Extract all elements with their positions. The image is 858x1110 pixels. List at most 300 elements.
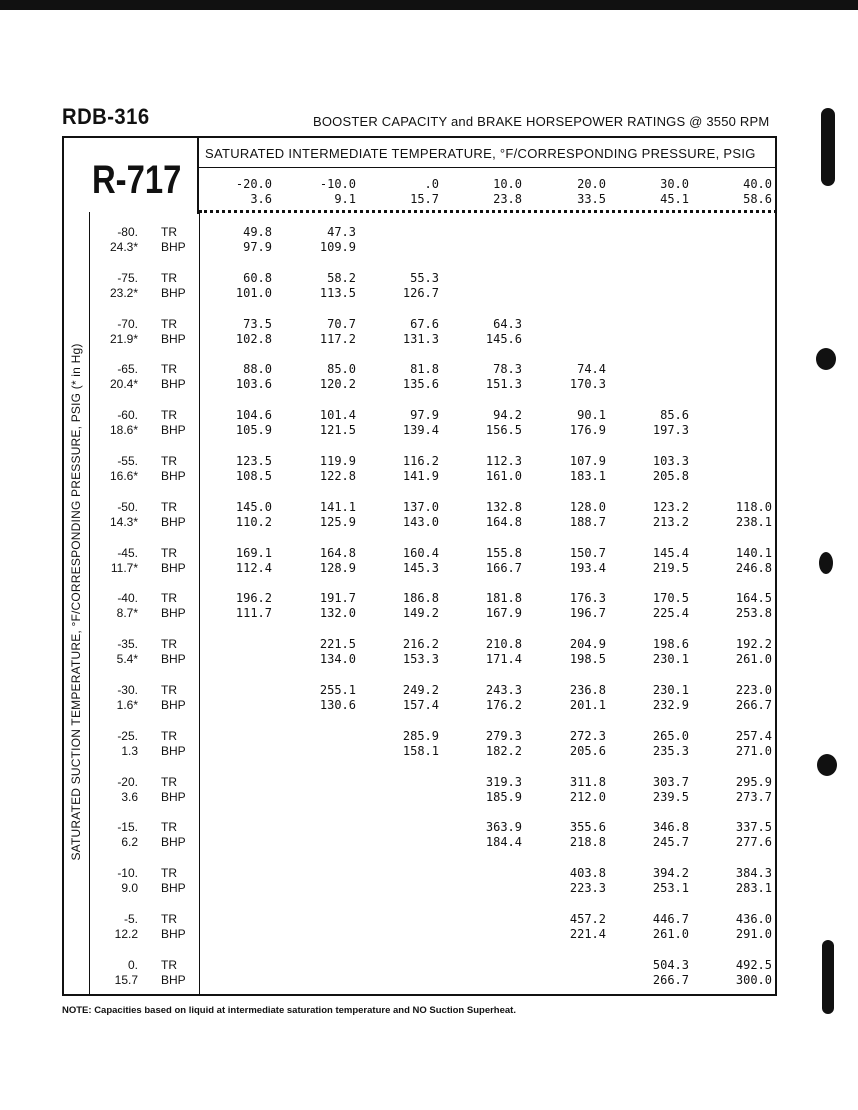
table-cell [296,637,356,667]
table-cell [212,408,272,438]
tr-value: 176.3 [569,591,606,605]
bhp-value: 105.9 [235,423,272,437]
table-cell [296,454,356,484]
bhp-value: 102.8 [235,332,272,346]
value-type-labels [161,912,186,942]
tr-value: 196.2 [235,591,272,605]
value-type-labels [161,866,186,896]
bhp-value: 261.0 [735,652,772,666]
suction-pressure: 23.2* [109,286,138,300]
table-cell [462,591,522,621]
column-header [379,177,439,207]
table-cell [546,546,606,576]
tr-value: 85.0 [327,362,356,376]
bhp-value: 111.7 [235,606,272,620]
table-cell [212,500,272,530]
tr-value: 140.1 [735,546,772,560]
tr-label: TR [161,958,177,972]
table-cell [712,637,772,667]
table-row [0,637,858,669]
value-type-labels [161,729,186,759]
bhp-value: 112.4 [235,561,272,575]
bhp-label: BHP [161,927,186,941]
suction-pressure: 16.6* [109,469,138,483]
footnote: NOTE: Capacities based on liquid at intermediate saturation temperature and NO Suction Superheat. [62,1005,516,1016]
bhp-value: 246.8 [735,561,772,575]
table-cell [296,500,356,530]
suction-pressure: 15.7 [114,973,138,987]
table-cell [462,820,522,850]
table-cell [712,912,772,942]
bhp-label: BHP [161,790,186,804]
table-cell [629,637,689,667]
column-pressure: 58.6 [743,192,772,206]
table-row [0,866,858,898]
suction-temp: -15. [117,820,138,834]
bhp-value: 245.7 [652,835,689,849]
table-cell [212,591,272,621]
suction-pressure: 12.2 [114,927,138,941]
tr-label: TR [161,454,177,468]
tr-value: 145.0 [235,500,272,514]
value-type-labels [161,958,186,988]
tr-value: 145.4 [652,546,689,560]
bhp-label: BHP [161,561,186,575]
bhp-value: 283.1 [735,881,772,895]
column-header [712,177,772,207]
bhp-value: 125.9 [319,515,356,529]
column-header [296,177,356,207]
suction-temp: -50. [117,500,138,514]
table-cell [296,408,356,438]
bhp-value: 171.4 [485,652,522,666]
tr-value: 457.2 [569,912,606,926]
table-cell [546,912,606,942]
tr-value: 49.8 [243,225,272,239]
bhp-value: 176.2 [485,698,522,712]
tr-value: 198.6 [652,637,689,651]
bhp-value: 161.0 [485,469,522,483]
table-cell [212,317,272,347]
tr-value: 384.3 [735,866,772,880]
table-cell [546,729,606,759]
suction-temp: -25. [117,729,138,743]
bhp-value: 212.0 [569,790,606,804]
suction-temp: -5. [123,912,138,926]
bhp-label: BHP [161,332,186,346]
bhp-label: BHP [161,835,186,849]
table-row [0,408,858,440]
table-cell [546,820,606,850]
bhp-value: 108.5 [235,469,272,483]
value-type-labels [161,637,186,667]
tr-value: 223.0 [735,683,772,697]
suction-temp: -45. [117,546,138,560]
table-cell [546,454,606,484]
bhp-label: BHP [161,240,186,254]
bhp-value: 130.6 [319,698,356,712]
table-cell [712,775,772,805]
table-cell [296,546,356,576]
bhp-value: 109.9 [319,240,356,254]
table-cell [462,775,522,805]
tr-value: 243.3 [485,683,522,697]
tr-value: 255.1 [319,683,356,697]
table-row [0,317,858,349]
bhp-value: 266.7 [735,698,772,712]
tr-value: 112.3 [485,454,522,468]
suction-temp: -40. [117,591,138,605]
binder-hole-upper [816,348,836,370]
bhp-label: BHP [161,286,186,300]
tr-value: 85.6 [660,408,689,422]
table-row [0,454,858,486]
value-type-labels [161,454,186,484]
suction-condition [96,454,138,484]
suction-condition [96,317,138,347]
table-cell [629,500,689,530]
bhp-label: BHP [161,469,186,483]
bhp-label: BHP [161,698,186,712]
tr-value: 337.5 [735,820,772,834]
table-cell [629,912,689,942]
bhp-value: 110.2 [235,515,272,529]
bhp-label: BHP [161,881,186,895]
table-cell [379,729,439,759]
bhp-value: 218.8 [569,835,606,849]
bhp-value: 157.4 [402,698,439,712]
tr-value: 446.7 [652,912,689,926]
table-cell [546,591,606,621]
bhp-value: 176.9 [569,423,606,437]
suction-condition [96,866,138,896]
suction-condition [96,775,138,805]
tr-value: 78.3 [493,362,522,376]
tr-value: 311.8 [569,775,606,789]
intermediate-temp-header: SATURATED INTERMEDIATE TEMPERATURE, °F/CORRESPONDING PRESSURE, PSIG [205,146,756,161]
bhp-value: 182.2 [485,744,522,758]
value-type-labels [161,775,186,805]
column-pressure: 23.8 [493,192,522,206]
column-pressure: 3.6 [250,192,272,206]
bhp-value: 139.4 [402,423,439,437]
binder-mark-top [821,108,835,186]
value-type-labels [161,546,186,576]
bhp-label: BHP [161,377,186,391]
table-cell [712,546,772,576]
value-type-labels [161,820,186,850]
tr-value: 295.9 [735,775,772,789]
suction-temp: -55. [117,454,138,468]
suction-pressure: 6.2 [121,835,138,849]
table-cell [212,225,272,255]
header-divider [199,167,777,168]
value-type-labels [161,591,186,621]
table-cell [212,271,272,301]
bhp-value: 153.3 [402,652,439,666]
bhp-value: 156.5 [485,423,522,437]
table-row [0,912,858,944]
bhp-value: 219.5 [652,561,689,575]
table-cell [462,362,522,392]
table-cell [212,362,272,392]
bhp-value: 201.1 [569,698,606,712]
tr-value: 319.3 [485,775,522,789]
bhp-value: 183.1 [569,469,606,483]
column-pressure: 33.5 [577,192,606,206]
tr-label: TR [161,362,177,376]
bhp-value: 158.1 [402,744,439,758]
bhp-label: BHP [161,606,186,620]
table-cell [629,591,689,621]
bhp-value: 113.5 [319,286,356,300]
suction-condition [96,912,138,942]
table-cell [712,683,772,713]
tr-value: 90.1 [577,408,606,422]
bhp-value: 141.9 [402,469,439,483]
tr-value: 504.3 [652,958,689,972]
binder-hole-lower [817,754,837,776]
tr-value: 94.2 [493,408,522,422]
tr-value: 236.8 [569,683,606,697]
table-cell [379,271,439,301]
tr-value: 74.4 [577,362,606,376]
table-row [0,362,858,394]
suction-condition [96,958,138,988]
table-cell [462,637,522,667]
bhp-label: BHP [161,652,186,666]
table-cell [546,500,606,530]
bhp-value: 149.2 [402,606,439,620]
tr-value: 103.3 [652,454,689,468]
bhp-value: 261.0 [652,927,689,941]
tr-value: 73.5 [243,317,272,331]
table-row [0,729,858,761]
tr-value: 169.1 [235,546,272,560]
tr-value: 160.4 [402,546,439,560]
suction-pressure: 8.7* [116,606,138,620]
tr-value: 492.5 [735,958,772,972]
bhp-value: 197.3 [652,423,689,437]
tr-value: 436.0 [735,912,772,926]
bhp-value: 135.6 [402,377,439,391]
suction-temp: -35. [117,637,138,651]
table-cell [296,683,356,713]
bhp-value: 230.1 [652,652,689,666]
table-row [0,546,858,578]
tr-value: 104.6 [235,408,272,422]
tr-value: 88.0 [243,362,272,376]
suction-pressure: 21.9* [109,332,138,346]
column-pressure: 9.1 [334,192,356,206]
bhp-value: 273.7 [735,790,772,804]
column-header [546,177,606,207]
value-type-labels [161,317,186,347]
table-row [0,271,858,303]
bhp-value: 277.6 [735,835,772,849]
tr-value: 257.4 [735,729,772,743]
suction-condition [96,729,138,759]
table-cell [379,362,439,392]
table-cell [379,454,439,484]
suction-temp: -30. [117,683,138,697]
tr-value: 55.3 [410,271,439,285]
suction-condition [96,591,138,621]
bhp-value: 132.0 [319,606,356,620]
table-row [0,591,858,623]
tr-value: 128.0 [569,500,606,514]
column-pressure: 15.7 [410,192,439,206]
table-cell [296,271,356,301]
table-cell [379,637,439,667]
tr-value: 150.7 [569,546,606,560]
bhp-value: 213.2 [652,515,689,529]
tr-value: 81.8 [410,362,439,376]
suction-pressure: 14.3* [109,515,138,529]
binder-mark-middle [819,552,833,574]
table-cell [712,500,772,530]
tr-value: 303.7 [652,775,689,789]
bhp-value: 143.0 [402,515,439,529]
tr-label: TR [161,271,177,285]
bhp-label: BHP [161,973,186,987]
table-cell [546,362,606,392]
document-id: RDB-316 [62,104,150,129]
tr-value: 116.2 [402,454,439,468]
suction-pressure: 9.0 [121,881,138,895]
table-cell [379,683,439,713]
bhp-value: 266.7 [652,973,689,987]
suction-condition [96,271,138,301]
tr-value: 279.3 [485,729,522,743]
table-cell [296,591,356,621]
tr-value: 170.5 [652,591,689,605]
suction-temp-header: SATURATED SUCTION TEMPERATURE, °F/CORRESPONDING PRESSURE, PSIG (* in Hg) [69,343,83,861]
tr-value: 123.5 [235,454,272,468]
suction-temp: -20. [117,775,138,789]
table-cell [629,546,689,576]
tr-value: 346.8 [652,820,689,834]
table-cell [462,317,522,347]
table-cell [629,408,689,438]
column-header [462,177,522,207]
suction-condition [96,500,138,530]
bhp-value: 235.3 [652,744,689,758]
table-row [0,775,858,807]
bhp-value: 205.8 [652,469,689,483]
suction-condition [96,546,138,576]
table-row [0,683,858,715]
tr-value: 137.0 [402,500,439,514]
bhp-value: 238.1 [735,515,772,529]
tr-value: 181.8 [485,591,522,605]
table-cell [546,637,606,667]
suction-temp: -60. [117,408,138,422]
suction-condition [96,408,138,438]
table-row [0,500,858,532]
suction-condition [96,225,138,255]
bhp-value: 205.6 [569,744,606,758]
column-temp: -10.0 [319,177,356,191]
bhp-label: BHP [161,423,186,437]
tr-value: 64.3 [493,317,522,331]
tr-value: 107.9 [569,454,606,468]
tr-value: 355.6 [569,820,606,834]
tr-label: TR [161,912,177,926]
suction-temp: -65. [117,362,138,376]
suction-temp: -80. [117,225,138,239]
bhp-value: 239.5 [652,790,689,804]
suction-temp: 0. [127,958,138,972]
tr-value: 119.9 [319,454,356,468]
bhp-value: 121.5 [319,423,356,437]
column-temp: 20.0 [577,177,606,191]
suction-pressure: 18.6* [109,423,138,437]
tr-value: 60.8 [243,271,272,285]
bhp-value: 103.6 [235,377,272,391]
tr-value: 394.2 [652,866,689,880]
tr-label: TR [161,683,177,697]
table-cell [546,775,606,805]
tr-label: TR [161,500,177,514]
tr-label: TR [161,225,177,239]
bhp-value: 253.1 [652,881,689,895]
tr-value: 58.2 [327,271,356,285]
tr-label: TR [161,637,177,651]
bhp-value: 198.5 [569,652,606,666]
table-cell [212,546,272,576]
tr-label: TR [161,408,177,422]
tr-value: 164.8 [319,546,356,560]
bhp-value: 185.9 [485,790,522,804]
dotted-divider [199,210,777,213]
tr-label: TR [161,591,177,605]
tr-value: 101.4 [319,408,356,422]
table-cell [296,225,356,255]
table-cell [379,546,439,576]
table-cell [629,729,689,759]
bhp-value: 120.2 [319,377,356,391]
column-temp: .0 [424,177,439,191]
bhp-value: 184.4 [485,835,522,849]
suction-pressure: 20.4* [109,377,138,391]
suction-temp: -10. [117,866,138,880]
suction-temp: -75. [117,271,138,285]
tr-value: 97.9 [410,408,439,422]
bhp-value: 225.4 [652,606,689,620]
tr-value: 216.2 [402,637,439,651]
suction-pressure: 3.6 [121,790,138,804]
table-cell [379,317,439,347]
table-cell [546,866,606,896]
table-row [0,958,858,990]
tr-value: 141.1 [319,500,356,514]
table-cell [462,729,522,759]
table-cell [629,866,689,896]
bhp-value: 271.0 [735,744,772,758]
bhp-value: 170.3 [569,377,606,391]
bhp-value: 126.7 [402,286,439,300]
tr-value: 118.0 [735,500,772,514]
tr-value: 204.9 [569,637,606,651]
value-type-labels [161,408,186,438]
bhp-value: 131.3 [402,332,439,346]
bhp-label: BHP [161,744,186,758]
table-cell [296,317,356,347]
tr-value: 132.8 [485,500,522,514]
column-pressure: 45.1 [660,192,689,206]
table-cell [629,454,689,484]
